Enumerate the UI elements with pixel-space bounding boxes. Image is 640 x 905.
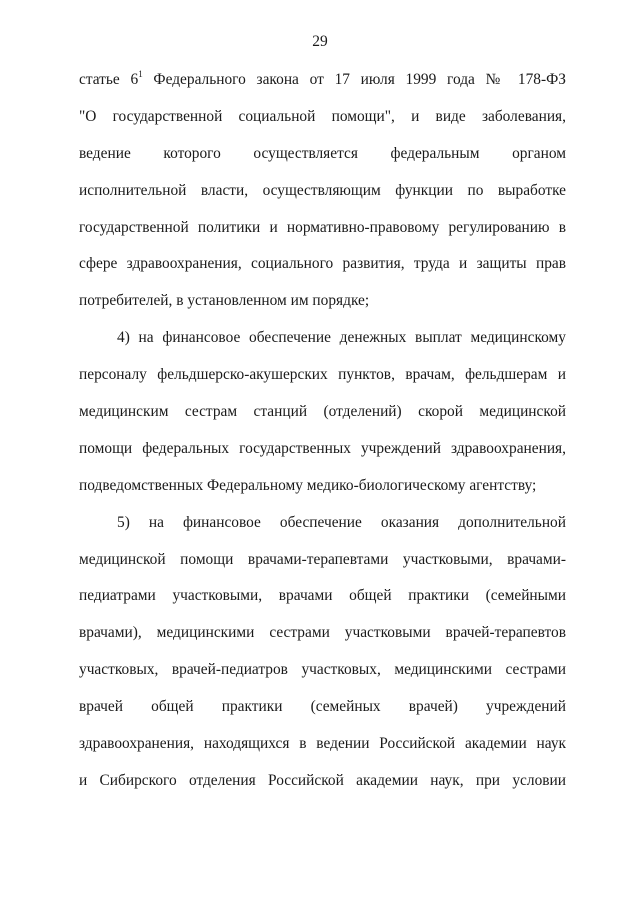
text-line: персоналу фельдшерско-акушерских пунктов, врачам, фельдшерам и: [79, 366, 566, 384]
text-line: врачей общей практики (семейных врачей) учреждений: [79, 698, 566, 716]
text-line: помощи федеральных государственных учреждений здравоохранения,: [79, 439, 566, 457]
text-line: 4) на финансовое обеспечение денежных выплат медицинскому: [117, 329, 566, 347]
text-line: медицинским сестрам станций (отделений) скорой медицинской: [79, 403, 566, 421]
text-line: здравоохранения, находящихся в ведении Российской академии наук: [79, 735, 566, 753]
text-line: исполнительной власти, осуществляющим функции по выработке: [79, 181, 566, 199]
text-line: медицинской помощи врачами-терапевтами участковыми, врачами-: [79, 550, 566, 568]
text-line: врачами), медицинскими сестрами участковыми врачей-терапевтов: [79, 624, 566, 642]
text-line: потребителей, в установленном им порядке;: [79, 292, 370, 310]
text-line: 5) на финансовое обеспечение оказания дополнительной: [117, 513, 566, 531]
text-segment: Федерального закона от 17 июля 1999 года № 178-ФЗ: [142, 71, 566, 88]
text-segment: статье 6: [79, 71, 139, 88]
text-line: сфере здравоохранения, социального развития, труда и защиты прав: [79, 255, 566, 273]
page-number: 29: [312, 33, 328, 50]
text-line: "О государственной социальной помощи", и виде заболевания,: [79, 107, 566, 125]
text-line: подведомственных Федеральному медико-биологическому агентству;: [79, 476, 537, 494]
document-body: [79, 62, 566, 800]
text-line: участковых, врачей-педиатров участковых, медицинскими сестрами: [79, 661, 566, 679]
text-line: педиатрами участковыми, врачами общей практики (семейными: [79, 587, 566, 605]
text-line: [79, 62, 566, 99]
text-line: ведение которого осуществляется федеральным органом: [79, 144, 566, 162]
superscript: 1: [138, 69, 143, 79]
text-line: государственной политики и нормативно-правовому регулированию в: [79, 218, 566, 236]
text-line: и Сибирского отделения Российской академии наук, при условии: [79, 771, 566, 789]
